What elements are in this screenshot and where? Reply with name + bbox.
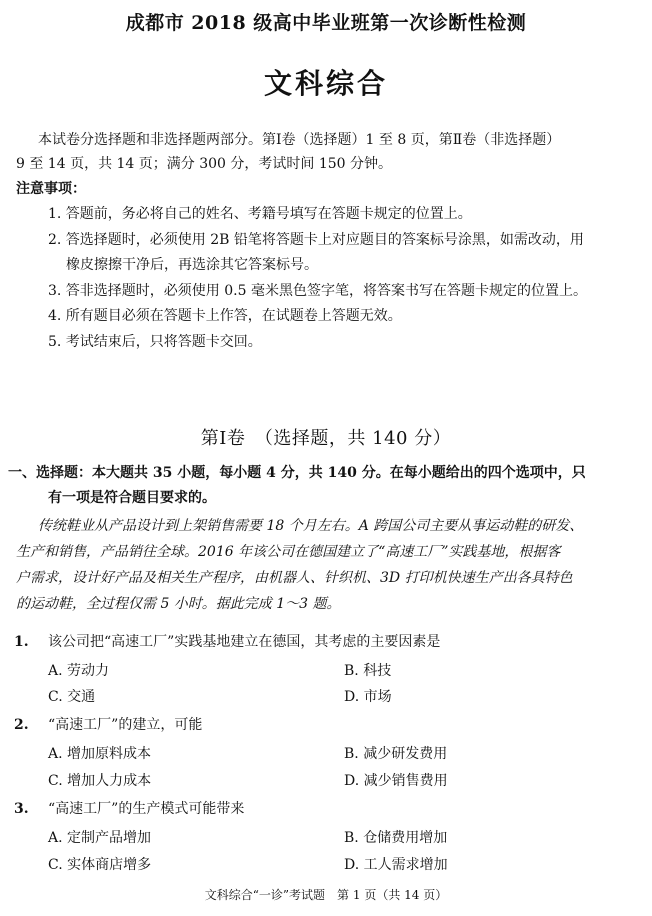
- section-title: 第Ⅰ卷 （选择题，共 140 分）: [200, 428, 452, 449]
- passage-line-2: 生产和销售，产品销往全球。2016 年该公司在德国建立了“高速工厂”实践基地，根据客: [16, 544, 561, 560]
- question-1-option-b: B. 科技: [344, 663, 392, 679]
- question-3-option-a: A. 定制产品增加: [48, 830, 152, 846]
- note-item-4: 4. 所有题目必须在答题卡上作答，在试题卷上答题无效。: [48, 308, 402, 324]
- question-2-stem: “高速工厂”的建立，可能: [48, 717, 203, 733]
- part-instructions-2: 有一项是符合题目要求的。: [48, 490, 216, 506]
- question-2-number: 2.: [14, 717, 29, 733]
- note-item-1: 1. 答题前，务必将自己的姓名、考籍号填写在答题卡规定的位置上。: [48, 206, 472, 222]
- question-3-option-c: C. 实体商店增多: [48, 857, 152, 873]
- question-1-number: 1.: [14, 634, 29, 650]
- passage-line-4: 的运动鞋，全过程仅需 5 小时。据此完成 1～3 题。: [16, 596, 341, 612]
- question-3-number: 3.: [14, 801, 29, 817]
- part-instructions-1: 一、选择题：本大题共 35 小题，每小题 4 分，共 140 分。在每小题给出的四个选项中，只: [8, 465, 586, 481]
- question-1-option-c: C. 交通: [48, 689, 96, 705]
- exam-title: 成都市 2018 级高中毕业班第一次诊断性检测: [125, 12, 527, 34]
- note-item-2: 2. 答选择题时，必须使用 2B 铅笔将答题卡上对应题目的答案标号涂黑，如需改动，用: [48, 232, 584, 248]
- notes-heading: 注意事项：: [16, 181, 86, 197]
- note-item-2-cont: 橡皮擦擦干净后，再选涂其它答案标号。: [66, 257, 318, 273]
- question-3-stem: “高速工厂”的生产模式可能带来: [48, 801, 245, 817]
- note-item-3: 3. 答非选择题时，必须使用 0.5 毫米黑色签字笔，将答案书写在答题卡规定的位置上。: [48, 283, 587, 299]
- question-1-stem: 该公司把“高速工厂”实践基地建立在德国，其考虑的主要因素是: [48, 634, 441, 650]
- question-1-option-a: A. 劳动力: [48, 663, 110, 679]
- question-2-option-d: D. 减少销售费用: [344, 773, 448, 789]
- question-1-option-d: D. 市场: [344, 689, 392, 705]
- passage-line-3: 户需求，设计好产品及相关生产程序，由机器人、针织机、3D 打印机快速生产出各具特色: [16, 570, 573, 586]
- question-2-option-a: A. 增加原料成本: [48, 746, 152, 762]
- subject-title: 文科综合: [263, 67, 388, 100]
- page-footer: 文科综合“一诊”考试题 第 1 页（共 14 页）: [204, 888, 448, 902]
- question-3-option-b: B. 仓储费用增加: [344, 830, 448, 846]
- intro-line-2: 9 至 14 页，共 14 页；满分 300 分，考试时间 150 分钟。: [16, 156, 393, 172]
- intro-line-1: 本试卷分选择题和非选择题两部分。第Ⅰ卷（选择题）1 至 8 页，第Ⅱ卷（非选择题）: [38, 132, 561, 148]
- question-2-option-b: B. 减少研发费用: [344, 746, 448, 762]
- question-2-option-c: C. 增加人力成本: [48, 773, 152, 789]
- question-3-option-d: D. 工人需求增加: [344, 857, 448, 873]
- note-item-5: 5. 考试结束后，只将答题卡交回。: [48, 334, 262, 350]
- passage-line-1: 传统鞋业从产品设计到上架销售需要 18 个月左右。A 跨国公司主要从事运动鞋的研发、: [38, 518, 584, 534]
